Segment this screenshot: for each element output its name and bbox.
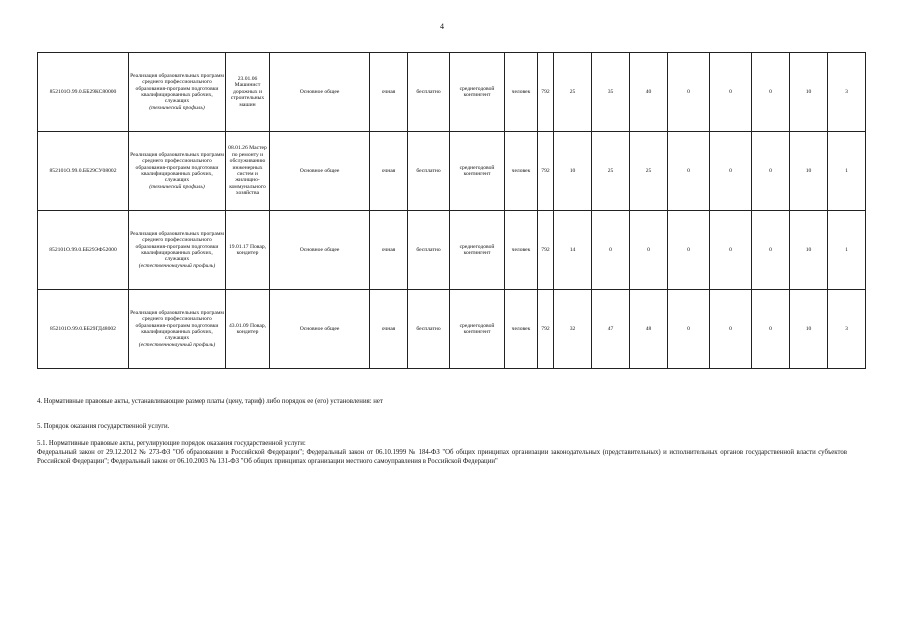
cell-specialty: 23.01.06 Машинист дорожных и строительных машин — [226, 53, 270, 132]
profile-text: (технический профиль) — [149, 104, 205, 111]
cell-fee: бесплатно — [408, 132, 450, 211]
cell-v4: 0 — [668, 132, 710, 211]
cell-fee: бесплатно — [408, 53, 450, 132]
cell-v7: 10 — [790, 290, 828, 369]
cell-v2: 0 — [592, 211, 630, 290]
cell-program — [129, 132, 226, 211]
cell-form: очная — [370, 132, 408, 211]
table-row — [38, 53, 866, 132]
cell-code: 852101О.99.0.ББ29СУ08002 — [38, 132, 129, 211]
cell-unit: человек — [505, 53, 538, 132]
cell-v1: 32 — [554, 290, 592, 369]
cell-specialty: 43.01.09 Повар, кондитер — [226, 290, 270, 369]
cell-contingent: среднегодовой контингент — [450, 290, 505, 369]
cell-unit: человек — [505, 290, 538, 369]
cell-v6: 0 — [752, 53, 790, 132]
cell-program — [129, 53, 226, 132]
cell-program — [129, 211, 226, 290]
cell-form: очная — [370, 211, 408, 290]
cell-fee: бесплатно — [408, 211, 450, 290]
cell-v8: 3 — [828, 53, 866, 132]
profile-text: (естественнонаучный профиль) — [138, 341, 216, 348]
cell-v8: 1 — [828, 132, 866, 211]
cell-v3: 40 — [630, 53, 668, 132]
cell-unit: человек — [505, 132, 538, 211]
cell-program — [129, 290, 226, 369]
section-4-text: 4. Нормативные правовые акты, устанавливающие размер платы (цену, тариф) либо порядок ее (его) установления: нет — [37, 398, 383, 405]
section-5-1-heading: 5.1. Нормативные правовые акты, регулирующие порядок оказания государственной услуги: — [37, 440, 306, 447]
cell-fee: бесплатно — [408, 290, 450, 369]
cell-specialty: 19.01.17 Повар, кондитер — [226, 211, 270, 290]
cell-okei: 792 — [538, 132, 554, 211]
profile-text: (технический профиль) — [149, 183, 205, 190]
cell-contingent: среднегодовой контингент — [450, 132, 505, 211]
cell-v7: 10 — [790, 53, 828, 132]
cell-v6: 0 — [752, 211, 790, 290]
cell-v4: 0 — [668, 290, 710, 369]
cell-v5: 0 — [710, 211, 752, 290]
cell-v7: 10 — [790, 132, 828, 211]
services-table — [37, 52, 866, 369]
cell-v1: 14 — [554, 211, 592, 290]
cell-v6: 0 — [752, 290, 790, 369]
program-text: Реализация образовательных программ среднего профессионального образования-программ подготовки квалифицированных рабочих, служащих — [130, 230, 224, 263]
cell-v4: 0 — [668, 211, 710, 290]
cell-okei: 792 — [538, 53, 554, 132]
cell-unit: человек — [505, 211, 538, 290]
cell-v1: 25 — [554, 53, 592, 132]
cell-okei: 792 — [538, 290, 554, 369]
cell-code: 852101О.99.0.ББ29ЭФ52000 — [38, 211, 129, 290]
cell-okei: 792 — [538, 211, 554, 290]
cell-v5: 0 — [710, 53, 752, 132]
table-row — [38, 290, 866, 369]
cell-v6: 0 — [752, 132, 790, 211]
cell-education: Основное общее — [270, 290, 370, 369]
table-row — [38, 211, 866, 290]
cell-contingent: среднегодовой контингент — [450, 53, 505, 132]
cell-v5: 0 — [710, 132, 752, 211]
cell-education: Основное общее — [270, 211, 370, 290]
cell-contingent: среднегодовой контингент — [450, 211, 505, 290]
cell-v3: 25 — [630, 132, 668, 211]
cell-v2: 35 — [592, 53, 630, 132]
cell-v1: 10 — [554, 132, 592, 211]
section-5-1-text: Федеральный закон от 29.12.2012 № 273-ФЗ "Об образовании в Российской Федерации"; Федеральный закон от 06.10.1999 № 184-ФЗ "Об общих принципах организации законодательных (представительных) и исполнительных органов государственной власти субъектов Российской Федерации"; Федеральный закон от 06.10.2003 № 131-ФЗ "Об общих принципах организации местного самоуправления в Российской Федерации" — [37, 449, 847, 465]
table-row — [38, 132, 866, 211]
cell-v8: 1 — [828, 211, 866, 290]
cell-v4: 0 — [668, 53, 710, 132]
program-text: Реализация образовательных программ среднего профессионального образования-программ подготовки квалифицированных рабочих, служащих — [130, 309, 224, 342]
program-text: Реализация образовательных программ среднего профессионального образования-программ подготовки квалифицированных рабочих, служащих — [130, 72, 224, 105]
cell-v2: 47 — [592, 290, 630, 369]
cell-form: очная — [370, 53, 408, 132]
cell-v7: 10 — [790, 211, 828, 290]
cell-code: 852101О.99.0.ББ29КС80000 — [38, 53, 129, 132]
cell-code: 852101О.99.0.ББ29ГД48002 — [38, 290, 129, 369]
cell-education: Основное общее — [270, 53, 370, 132]
profile-text: (естественнонаучный профиль) — [138, 262, 216, 269]
section-5-heading: 5. Порядок оказания государственной услуги. — [37, 423, 170, 430]
cell-v3: 48 — [630, 290, 668, 369]
cell-v5: 0 — [710, 290, 752, 369]
cell-v8: 3 — [828, 290, 866, 369]
page-number: 4 — [440, 22, 444, 31]
cell-v2: 25 — [592, 132, 630, 211]
cell-education: Основное общее — [270, 132, 370, 211]
program-text: Реализация образовательных программ среднего профессионального образования-программ подготовки квалифицированных рабочих, служащих — [130, 151, 224, 184]
cell-v3: 0 — [630, 211, 668, 290]
cell-form: очная — [370, 290, 408, 369]
cell-specialty: 08.01.26 Мастер по ремонту и обслуживанию инженерных систем и жилищно-коммунального хозяйства — [226, 132, 270, 211]
